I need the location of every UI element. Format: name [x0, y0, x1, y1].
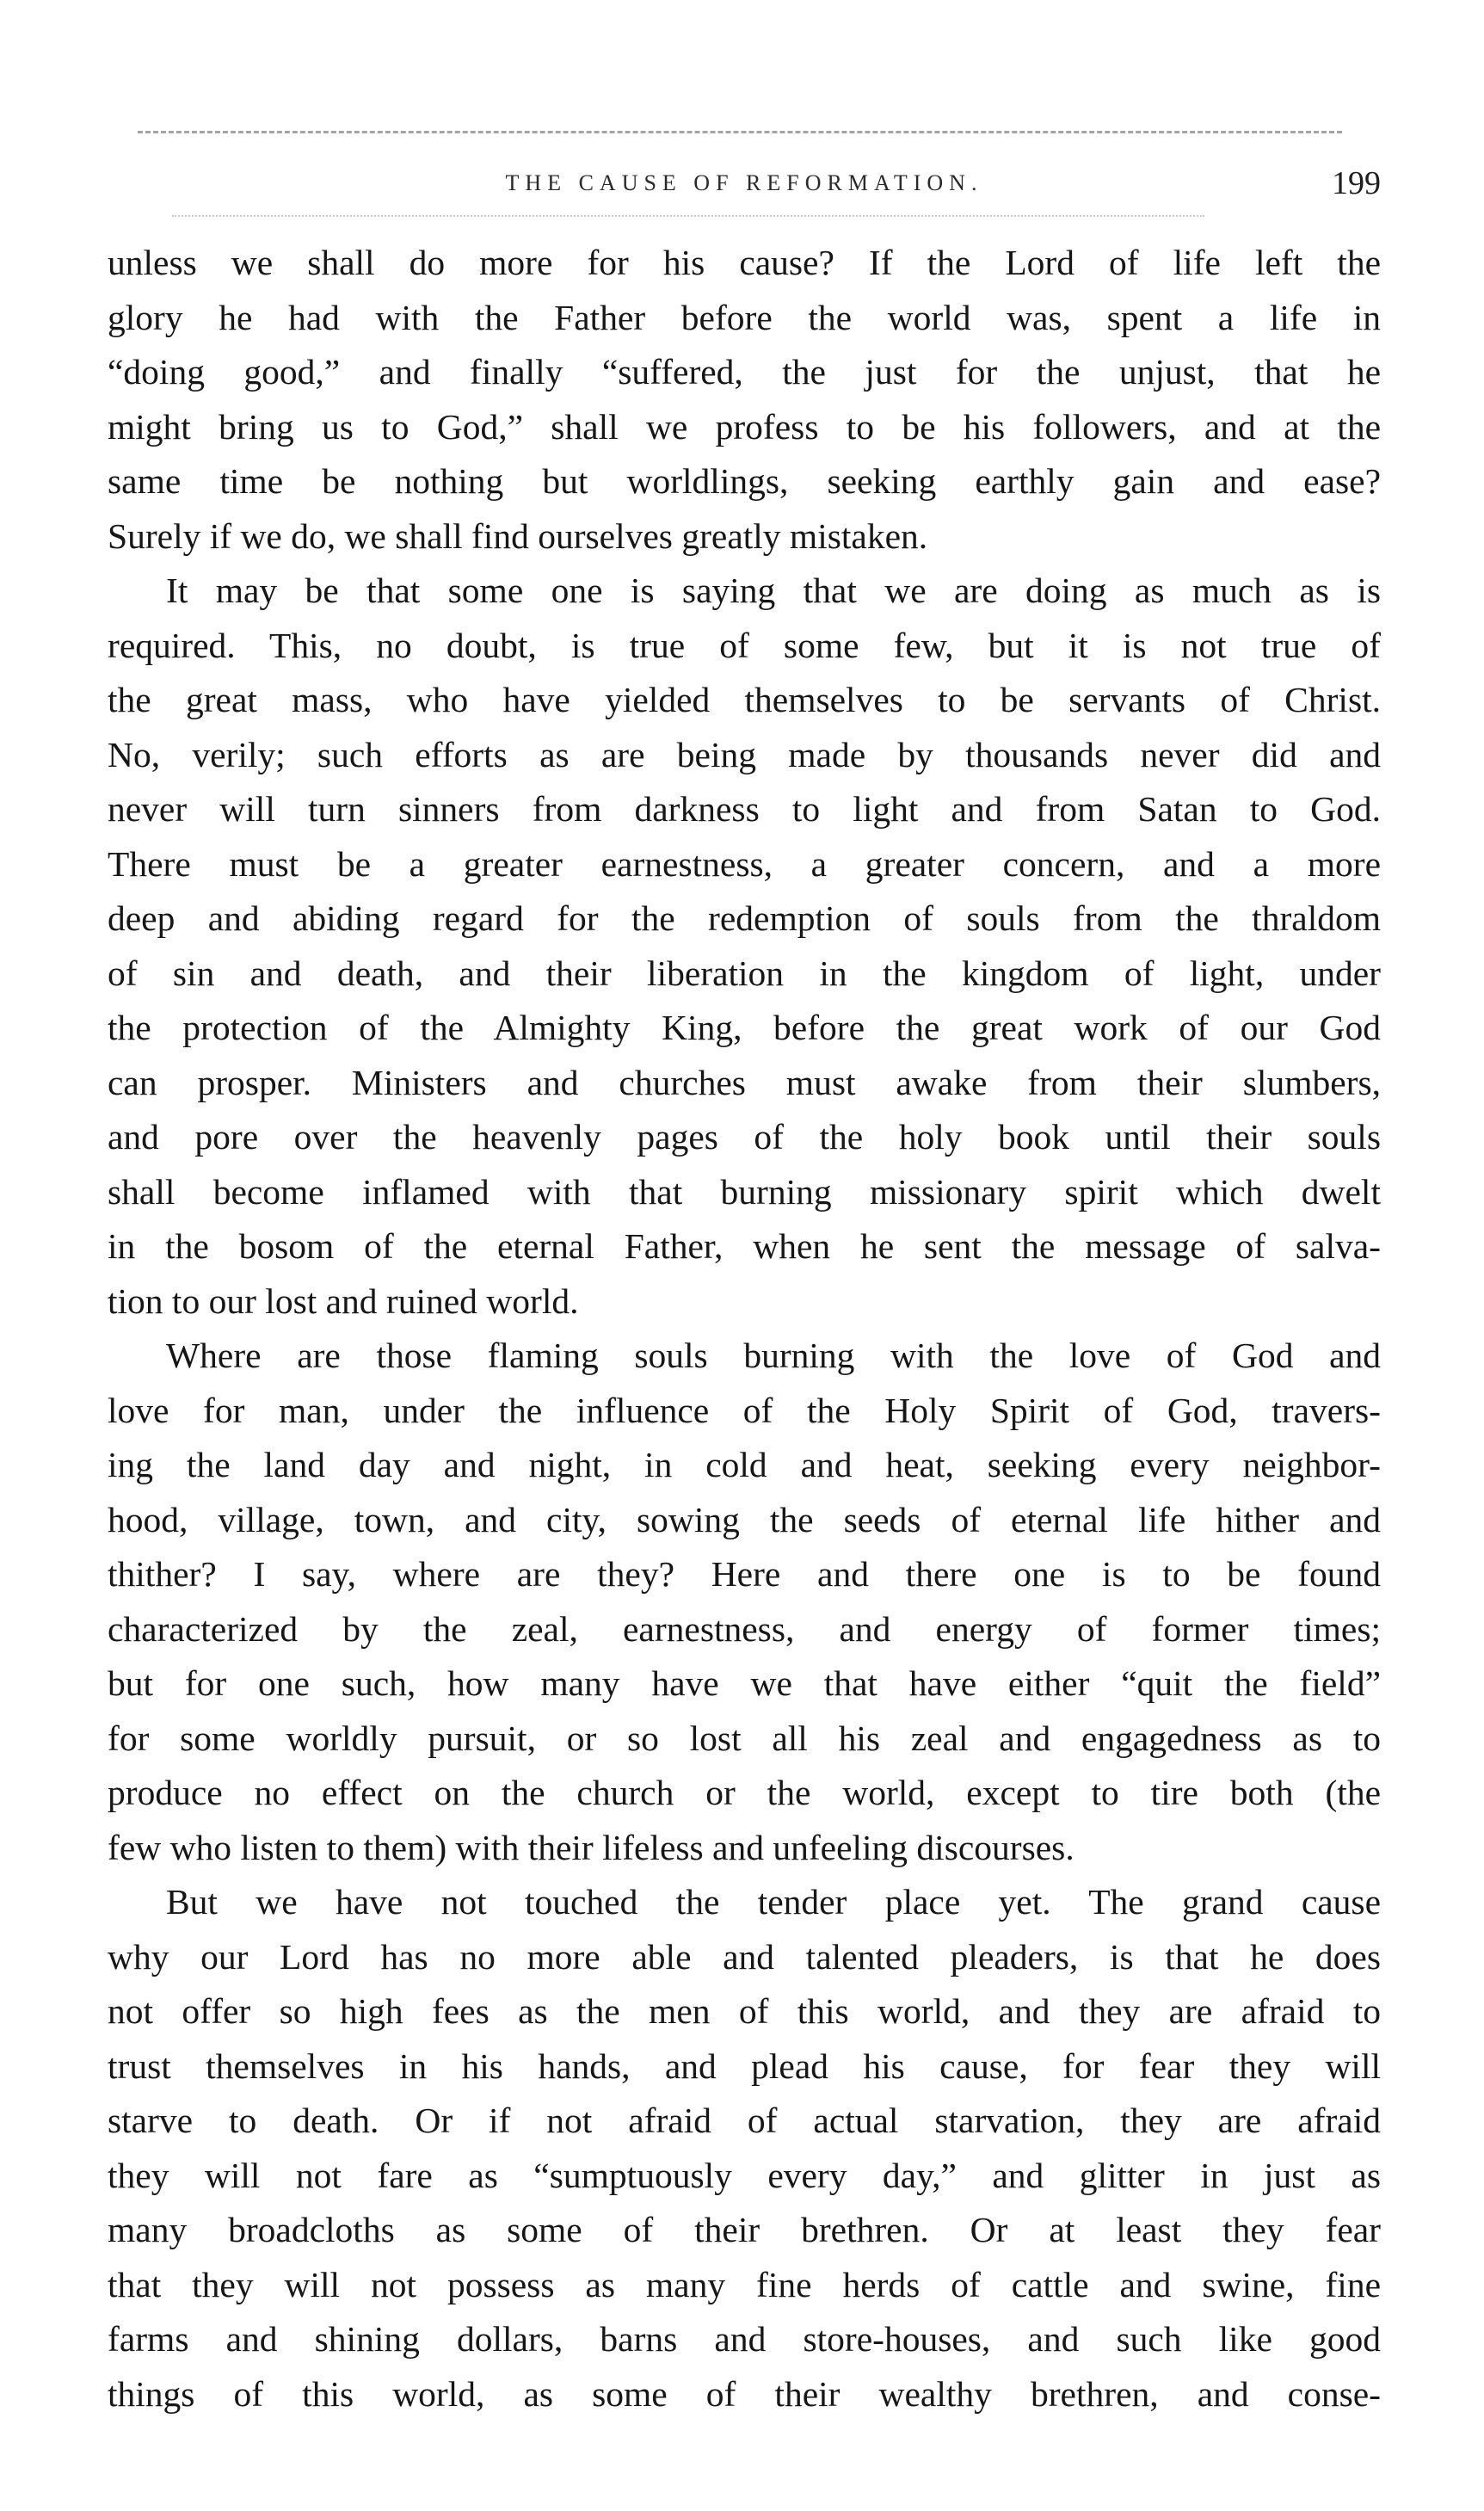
text-line: love for man, under the influence of the Holy Spirit of God, travers-	[108, 1390, 1381, 1430]
text-line: they will not fare as “sumptuously every day,” and glitter in just as	[108, 2155, 1381, 2195]
text-line: many broadcloths as some of their brethren. Or at least they fear	[108, 2210, 1381, 2249]
text-line: might bring us to God,” shall we profess to be his followers, and at the	[108, 406, 1381, 447]
text-line: can prosper. Ministers and churches must awake from their slumbers,	[108, 1062, 1381, 1102]
text-line: but for one such, how many have we that have either “quit the field”	[108, 1663, 1381, 1703]
text-line: Surely if we do, we shall find ourselves greatly mistaken.	[108, 515, 928, 556]
text-line: glory he had with the Father before the world was, spent a life in	[108, 297, 1381, 337]
text-line: things of this world, as some of their wealthy brethren, and conse-	[108, 2373, 1381, 2414]
text-line: required. This, no doubt, is true of some few, but it is not true of	[108, 625, 1381, 665]
text-line: never will turn sinners from darkness to light and from Satan to God.	[108, 789, 1381, 829]
paragraph	[108, 1875, 1381, 2422]
text-line: few who listen to them) with their lifeless and unfeeling discourses.	[108, 1827, 1075, 1867]
text-line: No, verily; such efforts as are being made by thousands never did and	[108, 734, 1381, 774]
text-line: unless we shall do more for his cause? If the Lord of life left the	[108, 243, 1381, 282]
text-line: There must be a greater earnestness, a greater concern, and a more	[108, 843, 1381, 884]
text-line: tion to our lost and ruined world.	[108, 1280, 579, 1321]
paragraph	[108, 236, 1381, 564]
text-line: for some worldly pursuit, or so lost all his zeal and engagedness as to	[108, 1718, 1381, 1758]
text-line: of sin and death, and their liberation in the kingdom of light, under	[108, 953, 1381, 993]
body-text	[108, 236, 1381, 2422]
text-line: and pore over the heavenly pages of the holy book until their souls	[108, 1117, 1381, 1157]
text-line: But we have not touched the tender place yet. The grand cause	[166, 1882, 1381, 1922]
running-title: THE CAUSE OF REFORMATION.	[505, 170, 983, 195]
text-line: Where are those flaming souls burning with the love of God and	[166, 1336, 1381, 1375]
text-line: thither? I say, where are they? Here and there one is to be found	[108, 1554, 1381, 1594]
text-line: in the bosom of the eternal Father, when he sent the message of salva-	[108, 1226, 1381, 1266]
text-line: deep and abiding regard for the redemption of souls from the thraldom	[108, 898, 1381, 938]
text-line: hood, village, town, and city, sowing the seeds of eternal life hither and	[108, 1499, 1381, 1539]
paragraph	[108, 564, 1381, 1329]
text-line: trust themselves in his hands, and plead his cause, for fear they will	[108, 2045, 1381, 2086]
text-line: produce no effect on the church or the world, except to tire both (the	[108, 1773, 1381, 1812]
text-line: why our Lord has no more able and talented pleaders, is that he does	[108, 1936, 1381, 1977]
running-head	[108, 162, 1381, 205]
text-line: same time be nothing but worldlings, seeking earthly gain and ease?	[108, 461, 1381, 501]
text-line: farms and shining dollars, barns and store-houses, and such like good	[108, 2319, 1381, 2359]
text-line: It may be that some one is saying that we are doing as much as is	[166, 571, 1381, 610]
header-underline	[172, 215, 1204, 217]
text-line: starve to death. Or if not afraid of actual starvation, they are afraid	[108, 2101, 1381, 2140]
text-line: “doing good,” and finally “suffered, the just for the unjust, that he	[108, 352, 1381, 392]
page-number: 199	[1332, 165, 1381, 201]
paragraph	[108, 1329, 1381, 1875]
header-rule	[138, 131, 1342, 133]
text-line: ing the land day and night, in cold and heat, seeking every neighbor-	[108, 1445, 1381, 1484]
text-line: the protection of the Almighty King, before the great work of our God	[108, 1008, 1381, 1047]
text-line: the great mass, who have yielded themselves to be servants of Christ.	[108, 680, 1381, 719]
text-line: shall become inflamed with that burning missionary spirit which dwelt	[108, 1171, 1381, 1212]
text-line: that they will not possess as many fine herds of cattle and swine, fine	[108, 2264, 1381, 2304]
text-line: not offer so high fees as the men of this world, and they are afraid to	[108, 1991, 1381, 2031]
text-line: characterized by the zeal, earnestness, and energy of former times;	[108, 1608, 1381, 1649]
